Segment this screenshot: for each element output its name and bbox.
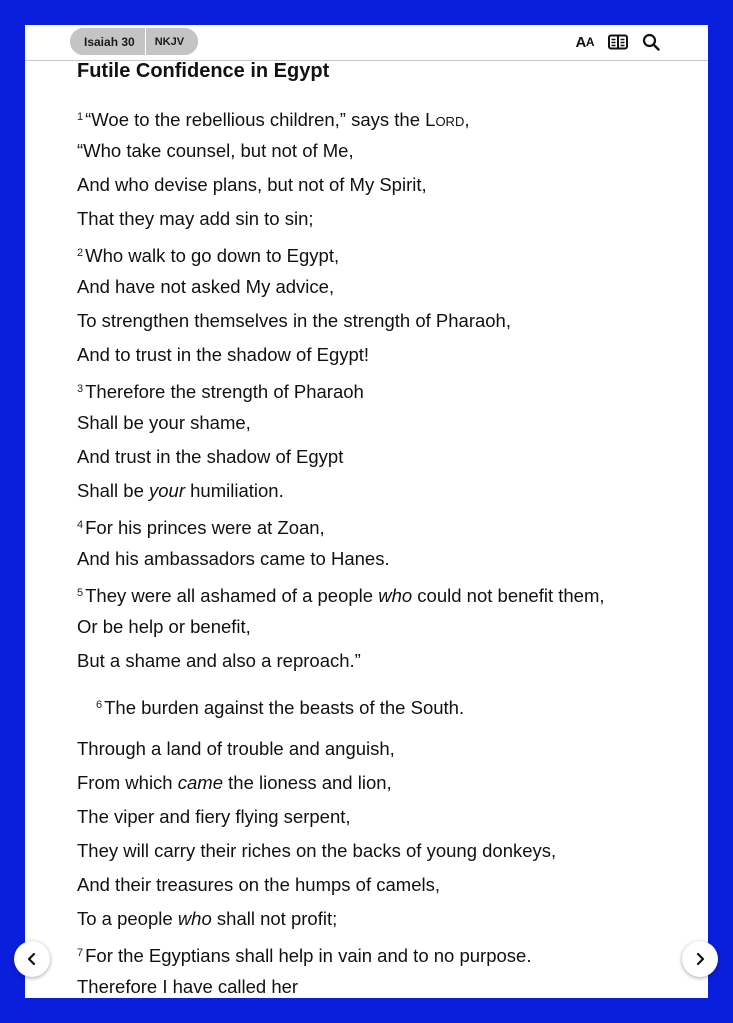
verse-text: the lioness and lion, [223, 772, 392, 793]
verse-line [77, 304, 677, 338]
verse-line [77, 168, 677, 202]
verse-line [77, 134, 677, 168]
toolbar-icons [575, 31, 660, 53]
verse-text: And trust in the shadow of Egypt [77, 446, 344, 467]
verse-text: And his ambassadors came to Hanes. [77, 548, 390, 569]
verse-line [77, 542, 677, 576]
verse-line [77, 474, 677, 508]
verse-text: Who walk to go down to Egypt, [85, 245, 340, 266]
verse-line [77, 610, 677, 644]
book-chapter-button[interactable]: Isaiah 30 [70, 28, 146, 55]
verse-number: 4 [77, 519, 84, 531]
verse-line [77, 508, 677, 542]
verse-line [77, 236, 677, 270]
verse-line [77, 576, 677, 610]
verse-text: Lord [425, 109, 465, 130]
verse-text: could not benefit them, [412, 585, 605, 606]
reader-icon[interactable] [608, 31, 628, 53]
section-heading: Futile Confidence in Egypt [77, 60, 330, 82]
verse-text: To a people [77, 908, 178, 929]
verse-line [77, 766, 677, 800]
verse-text: , [464, 109, 470, 130]
verse-text: “Who take counsel, but not of Me, [77, 140, 354, 161]
verse-number: 6 [96, 699, 103, 711]
search-icon[interactable] [642, 31, 660, 53]
verse-text: For his princes were at Zoan, [85, 517, 325, 538]
verse-text: Shall be [77, 480, 149, 501]
verse-text: And who devise plans, but not of My Spirit, [77, 174, 427, 195]
next-chapter-button[interactable] [682, 941, 718, 977]
verse-line [77, 100, 677, 134]
verse-number: 3 [77, 383, 84, 395]
verse-line [77, 688, 677, 722]
verse-text: And to trust in the shadow of Egypt! [77, 344, 370, 365]
verse-text: who [177, 908, 212, 929]
verse-line [77, 970, 677, 998]
verse-line [77, 834, 677, 868]
verse-text: Shall be your shame, [77, 412, 251, 433]
verse-text: humiliation. [185, 480, 284, 501]
verse-line [77, 644, 677, 678]
verse-text: For the Egyptians shall help in vain and to no purpose. [85, 945, 532, 966]
version-button[interactable]: NKJV [146, 28, 198, 55]
verse-number: 7 [77, 947, 84, 959]
chevron-left-icon [26, 952, 38, 966]
verse-line [77, 800, 677, 834]
previous-chapter-button[interactable] [14, 941, 50, 977]
verse-text: came [177, 772, 223, 793]
verse-text: And their treasures on the humps of camels, [77, 874, 440, 895]
verse-line [77, 270, 677, 304]
verse-text: Or be help or benefit, [77, 616, 251, 637]
text-size-icon[interactable]: A A [575, 33, 594, 51]
verse-text: who [378, 585, 413, 606]
verse-line [77, 732, 677, 766]
verse-line [77, 936, 677, 970]
reader-frame [25, 25, 708, 998]
verse-text: And have not asked My advice, [77, 276, 335, 297]
verse-line [77, 406, 677, 440]
verse-line [77, 868, 677, 902]
passage-lines [77, 100, 677, 998]
verse-text: “Woe to the rebellious children,” says the [85, 109, 426, 130]
verse-number: 1 [77, 111, 84, 123]
top-toolbar [25, 25, 708, 61]
verse-number: 2 [77, 247, 84, 259]
reference-pill [70, 28, 198, 55]
verse-line [77, 372, 677, 406]
verse-line [77, 440, 677, 474]
verse-text: The burden against the beasts of the South. [104, 697, 465, 718]
verse-text: Through a land of trouble and anguish, [77, 738, 395, 759]
verse-text: That they may add sin to sin; [77, 208, 314, 229]
verse-text: your [149, 480, 185, 501]
verse-text: Therefore the strength of Pharaoh [85, 381, 364, 402]
verse-text: shall not profit; [211, 908, 338, 929]
verse-line [77, 202, 677, 236]
verse-text: They will carry their riches on the backs of young donkeys, [77, 840, 557, 861]
chevron-right-icon [694, 952, 706, 966]
verse-line [77, 902, 677, 936]
verse-number: 5 [77, 587, 84, 599]
verse-text: They were all ashamed of a people [85, 585, 379, 606]
verse-text: Therefore I have called her [77, 976, 299, 997]
verse-text: But a shame and also a reproach.” [77, 650, 361, 671]
verse-text: The viper and fiery flying serpent, [77, 806, 351, 827]
verse-text: From which [77, 772, 178, 793]
verse-line [77, 338, 677, 372]
verse-text: To strengthen themselves in the strength of Pharaoh, [77, 310, 511, 331]
